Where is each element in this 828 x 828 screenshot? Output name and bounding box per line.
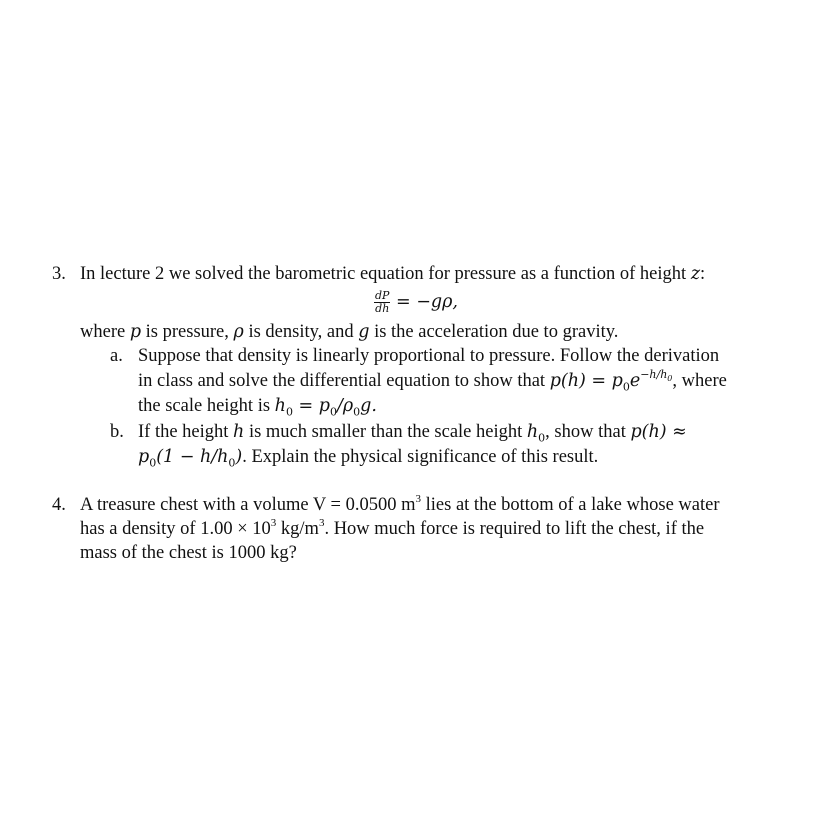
part-a-line-2: in class and solve the differential equation to show that $p(h) = p_0e^{-h/h_0}$, where xyxy=(138,367,727,394)
part-a-label: a. xyxy=(110,346,123,366)
problem-4-line-1: A treasure chest with a volume V = 0.0500 $m^3$ lies at the bottom of a lake whose water xyxy=(80,492,720,515)
problem-3-where: where p is pressure, ρ is density, and g is the acceleration due to gravity. xyxy=(80,322,619,342)
part-b-line-2: $p_0(1 - h/h_0)$. Explain the physical significance of this result. xyxy=(138,447,599,470)
part-b-label: b. xyxy=(110,422,124,442)
problem-3-intro: In lecture 2 we solved the barometric equation for pressure as a function of height z: xyxy=(80,264,706,284)
problem-4-number: 4. xyxy=(52,495,66,515)
part-a-line-1: Suppose that density is linearly proportional to pressure. Follow the derivation xyxy=(138,346,720,366)
part-b-line-1: If the height h is much smaller than the scale height $h_0$, show that p(h) ≈ xyxy=(138,422,687,445)
problem-3-number: 3. xyxy=(52,264,66,284)
equation-rhs: = −gρ, xyxy=(390,292,458,312)
equation-fraction: $\frac{dP}{dh}$ xyxy=(375,289,390,316)
problem-4-line-2: has a density of $1.00 \times 10^3$ $kg/m^3$. How much force is required to lift the chest, if the xyxy=(80,516,705,539)
barometric-equation xyxy=(374,287,458,317)
part-a-line-3: the scale height is $h_0 = p_0/\rho_0g$. xyxy=(138,396,377,419)
problem-4-line-3: mass of the chest is 1000 kg? xyxy=(80,543,297,563)
